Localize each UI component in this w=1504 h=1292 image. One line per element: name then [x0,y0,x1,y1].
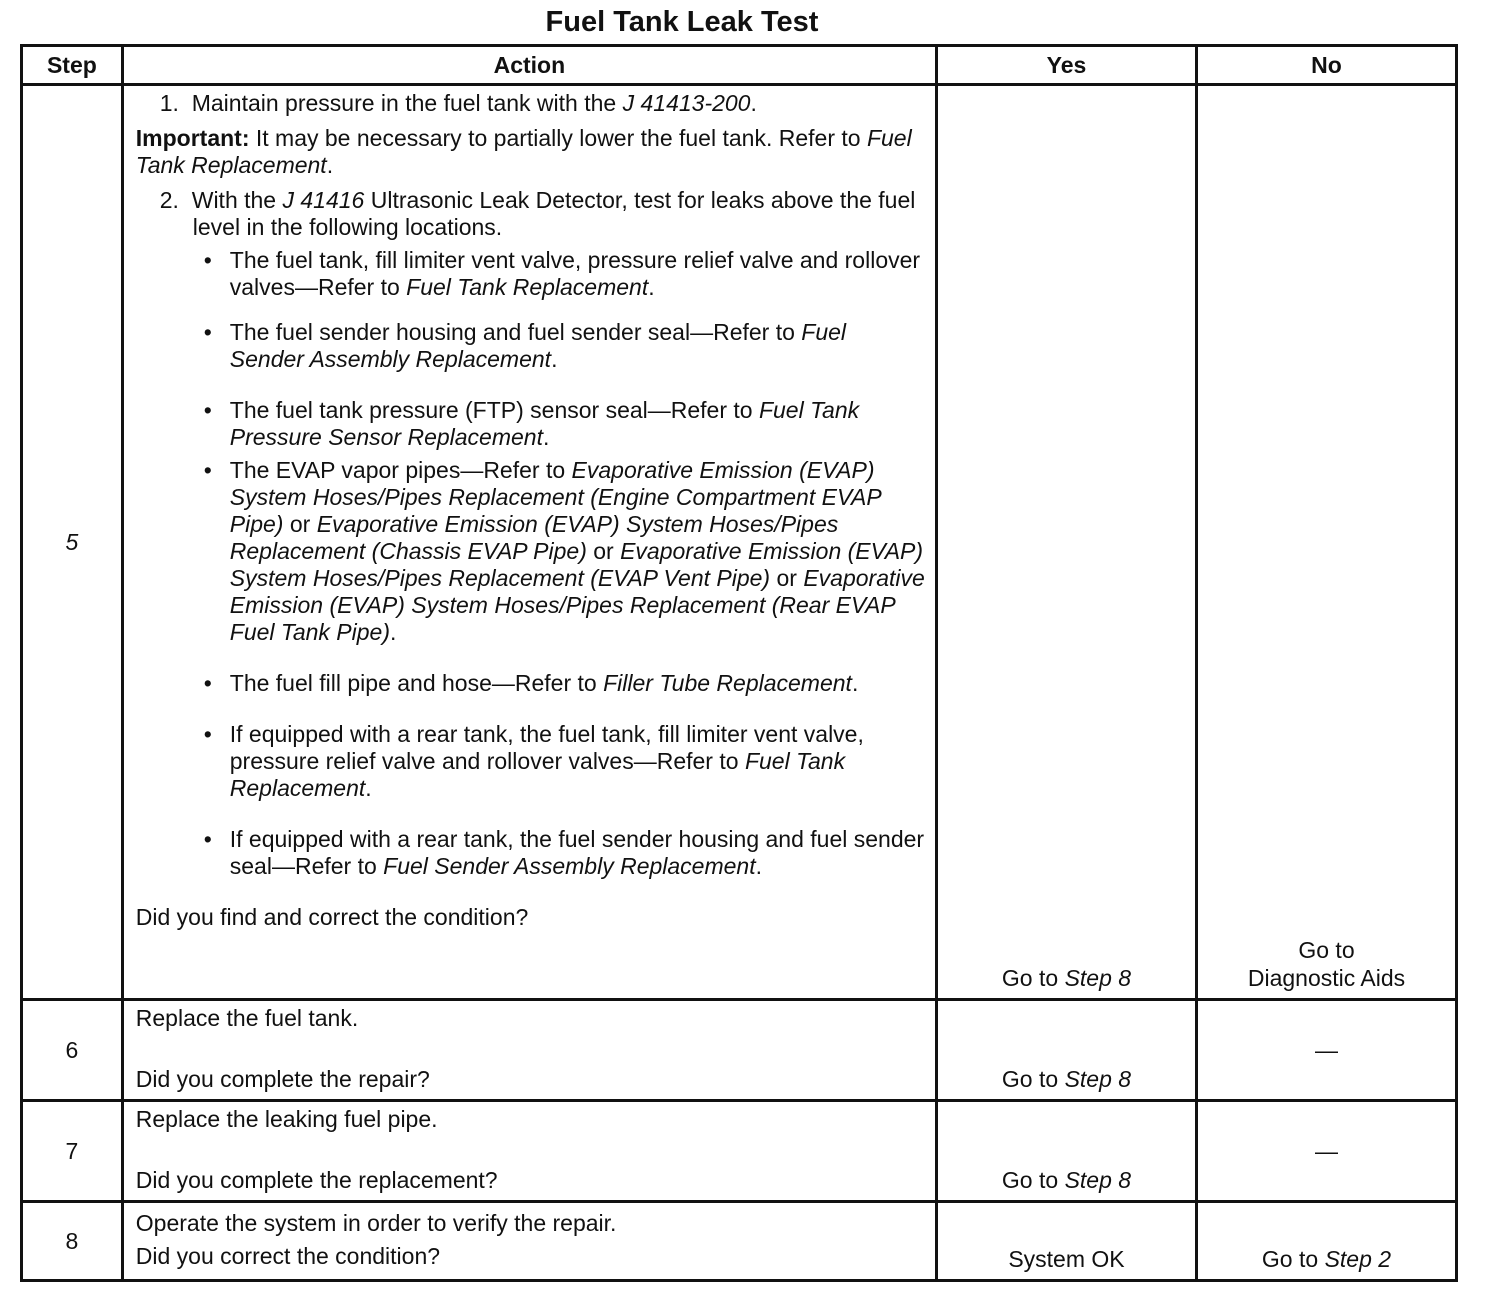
step-link: Step 8 [1064,1167,1132,1193]
diagnostic-aids-link: Diagnostic Aids [1247,965,1406,991]
header-yes: Yes [937,46,1197,85]
table-row [22,1000,1457,1101]
yes-cell [937,85,1197,1000]
procedure-link: Fuel Tank Pressure Sensor Replacement [229,397,860,450]
question-text: Did you find and correct the condition? [135,904,529,930]
no-cell [1196,1101,1456,1202]
yes-answer: Go to Step 8 [1001,965,1132,991]
important-note: Important: It may be necessary to partially lower the fuel tank. Refer to Fuel Tank Replacement. [135,125,912,178]
tool-ref: J 41413-200 [622,90,751,116]
no-cell [1196,1000,1456,1101]
list-item: • If equipped with a rear tank, the fuel tank, fill limiter vent valve, pressure relief valve and rollover valves—Refer to Fuel Tank Replacement. [136,721,925,802]
yes-answer: Go to Step 8 [1001,1167,1132,1193]
step-number: 8 [22,1202,123,1281]
no-answer: — [1314,1036,1338,1063]
yes-answer: System OK [1008,1246,1125,1272]
procedure-link: Fuel Tank Replacement [229,748,846,801]
page-title: Fuel Tank Leak Test [545,6,819,38]
instruction-text: Replace the leaking fuel pipe. [135,1106,438,1132]
procedure-link: Evaporative Emission (EVAP) System Hoses/Pipes Replacement (Engine Compartment EVAP Pipe) [229,457,881,537]
list-item: • The fuel tank pressure (FTP) sensor seal—Refer to Fuel Tank Pressure Sensor Replacement. [136,397,925,451]
yes-cell [937,1101,1197,1202]
no-answer: — [1314,1137,1338,1164]
action-item-1: 1. Maintain pressure in the fuel tank with the J 41413-200. [159,90,757,116]
yes-cell [937,1202,1197,1281]
question-text: Did you correct the condition? [135,1243,441,1269]
procedure-link: Fuel Sender Assembly Replacement [229,319,847,372]
step-number: 7 [22,1101,123,1202]
procedure-link: Evaporative Emission (EVAP) System Hoses/Pipes Replacement (Rear EVAP Fuel Tank Pipe) [229,565,925,645]
instruction-text: Replace the fuel tank. [135,1005,359,1031]
list-item: • The fuel sender housing and fuel sender seal—Refer to Fuel Sender Assembly Replacement. [136,319,925,373]
list-item: • If equipped with a rear tank, the fuel sender housing and fuel sender seal—Refer to Fuel Sender Assembly Replacement. [136,826,925,880]
header-no: No [1196,46,1456,85]
no-cell [1196,85,1456,1000]
instruction-text: Operate the system in order to verify the repair. [135,1210,617,1236]
list-item: • The EVAP vapor pipes—Refer to Evaporative Emission (EVAP) System Hoses/Pipes Replacement (Engine Compartment EVAP Pipe) or Evaporative Emission (EVAP) System Hoses/Pipes Replacement (Chassis EVAP Pipe) or Evaporative Emission (EVAP) System Hoses/Pipes Replacement (EVAP Vent Pipe) or Evaporative Emission (EVAP) System Hoses/Pipes Replacement (Rear EVAP Fuel Tank Pipe). [136,457,925,646]
procedure-link: Evaporative Emission (EVAP) System Hoses/Pipes Replacement (Chassis EVAP Pipe) [229,511,839,564]
table-row [22,1202,1457,1281]
procedure-link: Fuel Sender Assembly Replacement [383,853,756,879]
action-cell [122,1101,936,1202]
no-cell [1196,1202,1456,1281]
action-cell [122,85,936,1000]
procedure-link: Fuel Tank Replacement [135,125,912,178]
table-row [22,85,1457,1000]
action-cell [122,1202,936,1281]
diagnostic-table [20,44,1458,1282]
no-answer: Go to Diagnostic Aids [1198,936,1455,992]
procedure-link: Evaporative Emission (EVAP) System Hoses/Pipes Replacement (EVAP Vent Pipe) [229,538,924,591]
step-link: Step 2 [1324,1246,1392,1272]
procedure-link: Filler Tube Replacement [603,670,852,696]
list-item: • The fuel tank, fill limiter vent valve, pressure relief valve and rollover valves—Refer to Fuel Tank Replacement. [136,247,925,301]
yes-cell [937,1000,1197,1101]
list-item: • The fuel fill pipe and hose—Refer to Filler Tube Replacement. [136,670,925,697]
yes-answer: Go to Step 8 [1001,1066,1132,1092]
action-cell [122,1000,936,1101]
action-item-2: 2. With the J 41416 Ultrasonic Leak Detector, test for leaks above the fuel level in the following locations. [159,187,916,240]
header-step: Step [22,46,123,85]
step-number: 6 [22,1000,123,1101]
tool-ref: J 41416 [282,187,365,213]
question-text: Did you complete the replacement? [135,1167,498,1193]
question-text: Did you complete the repair? [135,1066,430,1092]
step-link: Step 8 [1064,965,1132,991]
step-number: 5 [22,85,123,1000]
header-action: Action [122,46,936,85]
header-row [22,46,1457,85]
location-list [136,247,925,880]
table-row [22,1101,1457,1202]
procedure-link: Fuel Tank Replacement [406,274,649,300]
no-answer: Go to Step 2 [1261,1246,1392,1272]
step-link: Step 8 [1064,1066,1132,1092]
